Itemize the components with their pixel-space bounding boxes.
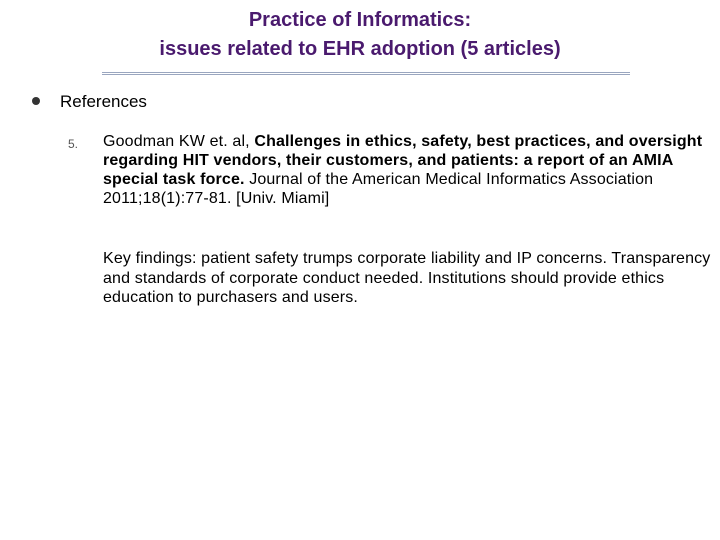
bullet-icon — [32, 97, 40, 105]
reference-entry — [103, 132, 715, 208]
title-line-2: issues related to EHR adoption (5 articles) — [159, 38, 561, 60]
title-divider — [102, 72, 630, 75]
slide-title — [60, 6, 660, 64]
reference-citation: Journal of the American Medical Informatics Association 2011;18(1):77-81. [Univ. Miami] — [103, 171, 654, 207]
reference-number: 5. — [68, 137, 79, 151]
reference-article-title: Challenges in ethics, safety, best practices, and oversight regarding HIT vendors, their customers, and patients: a report of an AMIA special task force. — [103, 133, 703, 188]
reference-authors: Goodman KW et. al, — [103, 133, 255, 150]
title-line-1: Practice of Informatics: — [248, 9, 472, 31]
key-findings: Key findings: patient safety trumps corporate liability and IP concerns. Transparency and standards of corporate conduct needed. Institutions should provide ethics education to purchasers and users. — [103, 250, 711, 306]
section-heading: References — [60, 92, 147, 111]
